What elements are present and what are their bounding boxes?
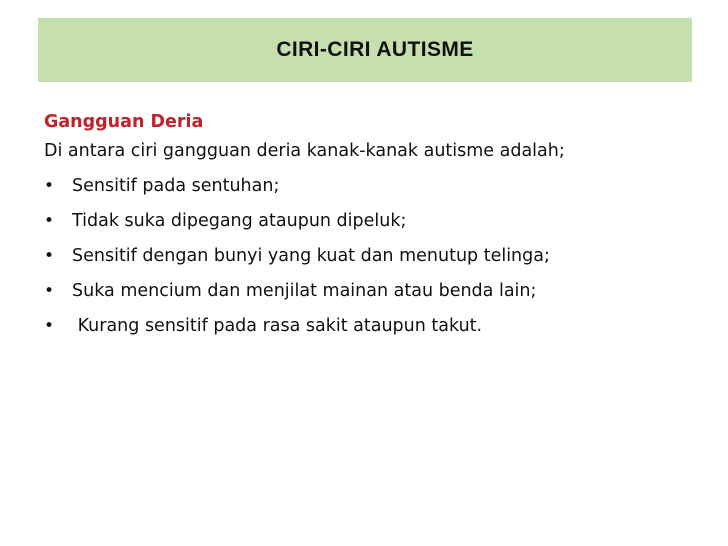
list-item	[44, 277, 724, 306]
bullet-icon: •	[44, 316, 55, 336]
list-item-text: Kurang sensitif pada rasa sakit ataupun takut.	[72, 316, 483, 336]
list-item-text: Tidak suka dipegang ataupun dipeluk;	[72, 211, 407, 231]
slide-title: CIRI-CIRI AUTISME	[276, 38, 474, 61]
bullet-icon: •	[44, 246, 55, 266]
bullet-icon: •	[44, 211, 55, 231]
slide-title-bar	[38, 18, 692, 82]
list-item	[44, 172, 724, 201]
section-heading: Gangguan Deria	[44, 112, 204, 132]
list-item-text: Suka mencium dan menjilat mainan atau benda lain;	[72, 281, 537, 301]
list-item-text: Sensitif pada sentuhan;	[72, 176, 280, 196]
list-item	[44, 242, 724, 271]
list-item	[44, 207, 724, 236]
list-item-text: Sensitif dengan bunyi yang kuat dan menutup telinga;	[72, 246, 550, 266]
slide-content	[44, 108, 724, 341]
list-item	[44, 312, 724, 341]
bullet-icon: •	[44, 281, 55, 301]
bullet-list	[44, 172, 724, 341]
intro-text: Di antara ciri gangguan deria kanak-kanak autisme adalah;	[44, 141, 565, 161]
bullet-icon: •	[44, 176, 55, 196]
